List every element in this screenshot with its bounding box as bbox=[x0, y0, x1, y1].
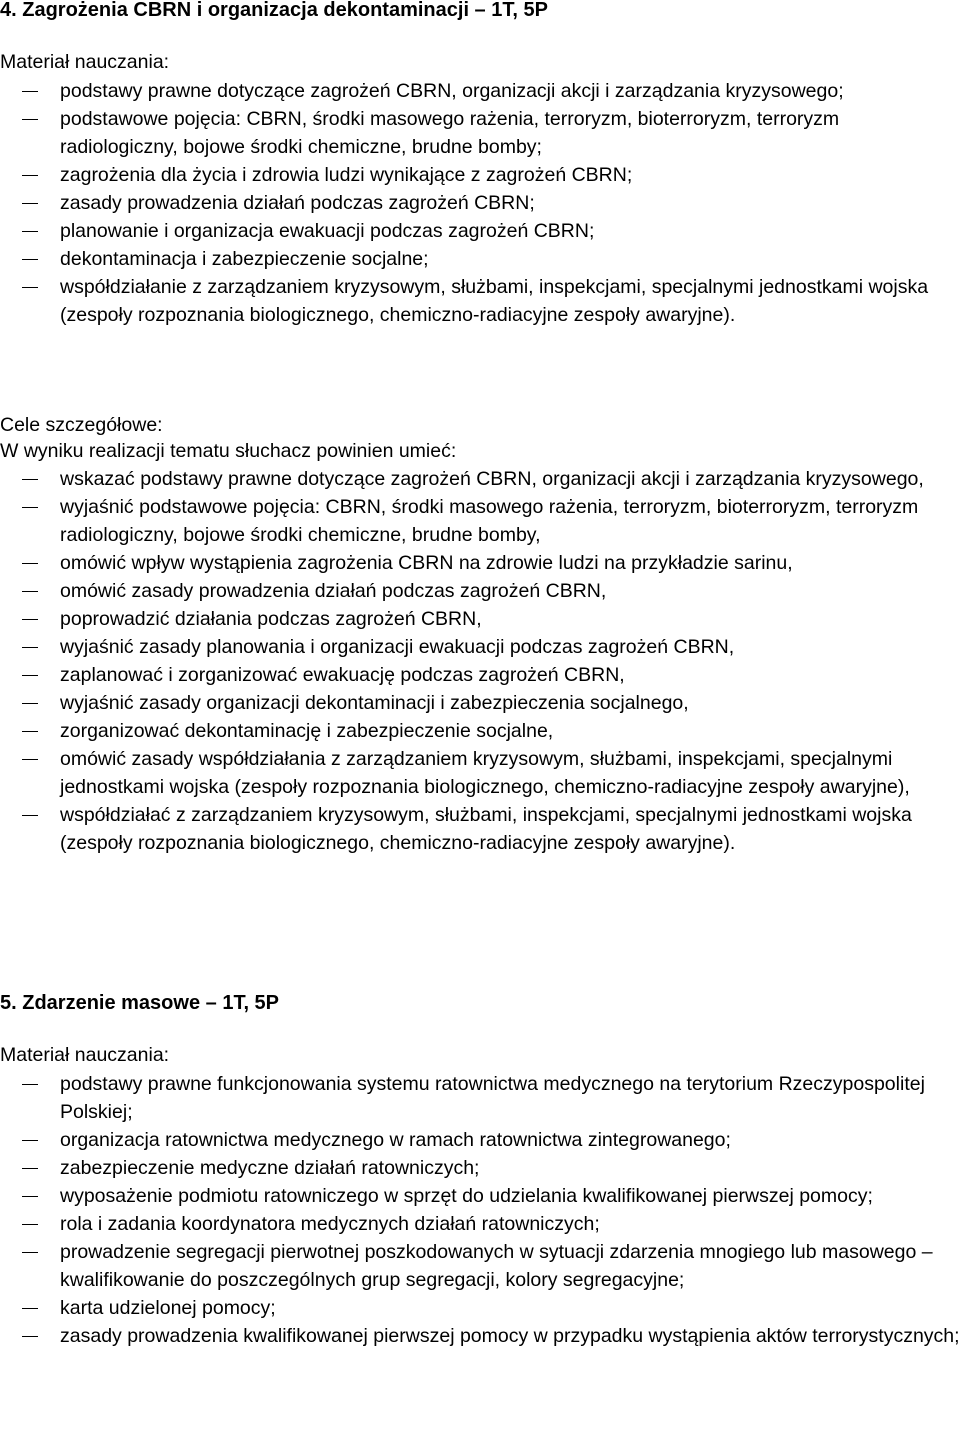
list-item-text: współdziałać z zarządzaniem kryzysowym, służbami, inspekcjami, specjalnymi jednostkami wojska (zespoły rozpoznania biologicznego, chemiczno-radiacyjne zespoły awaryjne). bbox=[60, 804, 912, 854]
list-item bbox=[0, 1294, 960, 1322]
dash-bullet-icon bbox=[22, 175, 38, 176]
list-item bbox=[0, 273, 960, 329]
list-item-text: wyjaśnić zasady organizacji dekontaminacji i zabezpieczenia socjalnego, bbox=[60, 692, 689, 714]
list-item bbox=[0, 1238, 960, 1294]
list-item-text: prowadzenie segregacji pierwotnej poszkodowanych w sytuacji zdarzenia mnogiego lub masowego – kwalifikowanie do poszczególnych grup segregacji, kolory segregacyjne; bbox=[60, 1241, 933, 1291]
dash-bullet-icon bbox=[22, 815, 38, 816]
dash-bullet-icon bbox=[22, 1168, 38, 1169]
list-item bbox=[0, 1210, 960, 1238]
dash-bullet-icon bbox=[22, 591, 38, 592]
dash-bullet-icon bbox=[22, 203, 38, 204]
section-4-goals-label: Cele szczegółowe: bbox=[0, 414, 163, 436]
dash-bullet-icon bbox=[22, 259, 38, 260]
list-item-text: wyjaśnić podstawowe pojęcia: CBRN, środki masowego rażenia, terroryzm, bioterroryzm, terroryzm radiologiczny, bojowe środki chemiczne, brudne bomby, bbox=[60, 496, 919, 546]
list-item-text: wyposażenie podmiotu ratowniczego w sprzęt do udzielania kwalifikowanej pierwszej pomocy; bbox=[60, 1185, 873, 1207]
dash-bullet-icon bbox=[22, 479, 38, 480]
list-item-text: zagrożenia dla życia i zdrowia ludzi wynikające z zagrożeń CBRN; bbox=[60, 164, 633, 186]
list-item bbox=[0, 549, 960, 577]
list-item-text: podstawowe pojęcia: CBRN, środki masowego rażenia, terroryzm, bioterroryzm, terroryzm radiologiczny, bojowe środki chemiczne, brudne bomby; bbox=[60, 108, 840, 158]
list-item-text: organizacja ratownictwa medycznego w ramach ratownictwa zintegrowanego; bbox=[60, 1129, 731, 1151]
dash-bullet-icon bbox=[22, 731, 38, 732]
list-item-text: wyjaśnić zasady planowania i organizacji ewakuacji podczas zagrożeń CBRN, bbox=[60, 636, 735, 658]
list-item-text: omówić zasady współdziałania z zarządzaniem kryzysowym, służbami, inspekcjami, specjalnymi jednostkami wojska (zespoły rozpoznania biologicznego, chemiczno-radiacyjne zespoły awaryjne), bbox=[60, 748, 910, 798]
dash-bullet-icon bbox=[22, 759, 38, 760]
dash-bullet-icon bbox=[22, 287, 38, 288]
list-item bbox=[0, 1182, 960, 1210]
list-item bbox=[0, 77, 960, 105]
list-item-text: zaplanować i zorganizować ewakuację podczas zagrożeń CBRN, bbox=[60, 664, 625, 686]
list-item bbox=[0, 605, 960, 633]
list-item-text: zabezpieczenie medyczne działań ratowniczych; bbox=[60, 1157, 480, 1179]
section-4-heading: 4. Zagrożenia CBRN i organizacja dekontaminacji – 1T, 5P bbox=[0, 0, 548, 21]
list-item bbox=[0, 661, 960, 689]
list-item-text: zasady prowadzenia działań podczas zagrożeń CBRN; bbox=[60, 192, 535, 214]
list-item bbox=[0, 717, 960, 745]
dash-bullet-icon bbox=[22, 619, 38, 620]
list-item bbox=[0, 465, 960, 493]
dash-bullet-icon bbox=[22, 1308, 38, 1309]
list-item bbox=[0, 1070, 960, 1126]
list-item-text: współdziałanie z zarządzaniem kryzysowym, służbami, inspekcjami, specjalnymi jednostkami wojska (zespoły rozpoznania biologicznego, chemiczno-radiacyjne zespoły awaryjne). bbox=[60, 276, 929, 326]
dash-bullet-icon bbox=[22, 1140, 38, 1141]
list-item bbox=[0, 633, 960, 661]
list-item-text: omówić wpływ wystąpienia zagrożenia CBRN na zdrowie ludzi na przykładzie sarinu, bbox=[60, 552, 793, 574]
section-5-material-label: Materiał nauczania: bbox=[0, 1044, 170, 1066]
dash-bullet-icon bbox=[22, 91, 38, 92]
list-item bbox=[0, 801, 960, 857]
dash-bullet-icon bbox=[22, 1084, 38, 1085]
list-item bbox=[0, 493, 960, 549]
list-item bbox=[0, 1126, 960, 1154]
list-item-text: dekontaminacja i zabezpieczenie socjalne; bbox=[60, 248, 429, 270]
list-item-text: rola i zadania koordynatora medycznych działań ratowniczych; bbox=[60, 1213, 600, 1235]
list-item-text: podstawy prawne funkcjonowania systemu ratownictwa medycznego na terytorium Rzeczypospolitej Polskiej; bbox=[60, 1073, 925, 1123]
dash-bullet-icon bbox=[22, 703, 38, 704]
list-item-text: karta udzielonej pomocy; bbox=[60, 1297, 276, 1319]
list-item-text: omówić zasady prowadzenia działań podczas zagrożeń CBRN, bbox=[60, 580, 607, 602]
list-item-text: podstawy prawne dotyczące zagrożeń CBRN, organizacji akcji i zarządzania kryzysowego; bbox=[60, 80, 844, 102]
list-item-text: zasady prowadzenia kwalifikowanej pierwszej pomocy w przypadku wystąpienia aktów terrorystycznych; bbox=[60, 1325, 960, 1347]
dash-bullet-icon bbox=[22, 119, 38, 120]
list-item bbox=[0, 689, 960, 717]
list-item bbox=[0, 1322, 960, 1350]
dash-bullet-icon bbox=[22, 231, 38, 232]
dash-bullet-icon bbox=[22, 1196, 38, 1197]
list-item-text: poprowadzić działania podczas zagrożeń CBRN, bbox=[60, 608, 482, 630]
list-item bbox=[0, 577, 960, 605]
list-item bbox=[0, 245, 960, 273]
dash-bullet-icon bbox=[22, 675, 38, 676]
list-item bbox=[0, 217, 960, 245]
dash-bullet-icon bbox=[22, 1336, 38, 1337]
dash-bullet-icon bbox=[22, 647, 38, 648]
section-4-goals-list bbox=[0, 465, 960, 857]
list-item bbox=[0, 1154, 960, 1182]
dash-bullet-icon bbox=[22, 1224, 38, 1225]
list-item-text: zorganizować dekontaminację i zabezpieczenie socjalne, bbox=[60, 720, 554, 742]
section-4-material-label: Materiał nauczania: bbox=[0, 51, 170, 73]
list-item bbox=[0, 189, 960, 217]
list-item bbox=[0, 161, 960, 189]
section-5-material-list bbox=[0, 1070, 960, 1350]
section-5-heading: 5. Zdarzenie masowe – 1T, 5P bbox=[0, 992, 280, 1014]
dash-bullet-icon bbox=[22, 1252, 38, 1253]
list-item-text: wskazać podstawy prawne dotyczące zagrożeń CBRN, organizacji akcji i zarządzania kryzysowego, bbox=[60, 468, 924, 490]
list-item-text: planowanie i organizacja ewakuacji podczas zagrożeń CBRN; bbox=[60, 220, 595, 242]
section-4-material-list bbox=[0, 77, 960, 329]
dash-bullet-icon bbox=[22, 563, 38, 564]
list-item bbox=[0, 105, 960, 161]
list-item bbox=[0, 745, 960, 801]
section-4-goals-intro: W wyniku realizacji tematu słuchacz powinien umieć: bbox=[0, 440, 457, 462]
dash-bullet-icon bbox=[22, 507, 38, 508]
